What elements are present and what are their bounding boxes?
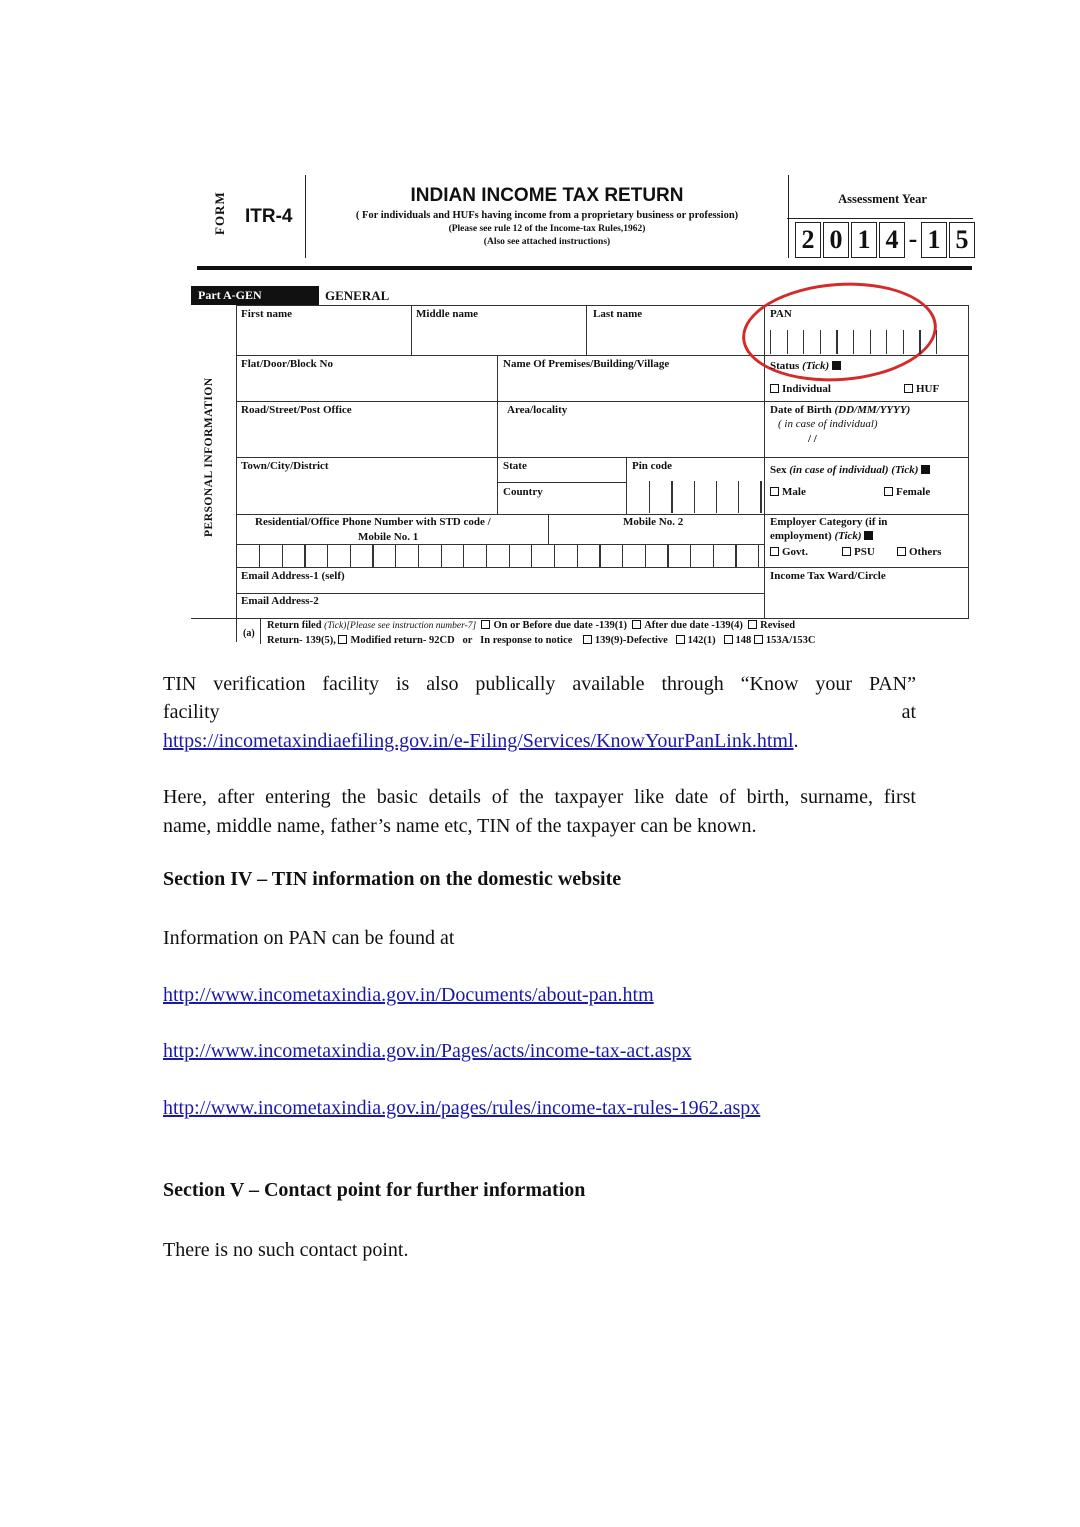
assessment-year-digits — [795, 222, 977, 260]
part-name: GENERAL — [325, 288, 390, 303]
dob-note: ( in case of individual) — [778, 418, 878, 430]
road-label: Road/Street/Post Office — [241, 404, 352, 416]
middle-name-label: Middle name — [416, 308, 479, 320]
income-tax-act-link[interactable]: http://www.incometaxindia.gov.in/Pages/acts/income-tax-act.aspx — [163, 1040, 692, 1062]
email2-label: Email Address-2 — [241, 595, 319, 607]
pin-digit-boxes — [649, 481, 783, 513]
ay-digit: 2 — [795, 222, 821, 258]
assessment-year-divider — [787, 218, 973, 219]
employer-label-2: employment) (Tick) — [770, 530, 876, 542]
ay-digit: 1 — [851, 222, 877, 258]
town-label: Town/City/District — [241, 460, 329, 472]
return-filed-row-1: Return filed (Tick)[Please see instruction number-7] On or Before due date -139(1) After due date -139(4) Revised — [267, 620, 796, 631]
employer-govt[interactable]: Govt. — [770, 546, 808, 558]
employer-label: Employer Category (if in — [770, 516, 888, 528]
section-5-heading: Section V – Contact point for further information — [163, 1179, 586, 1201]
tin-paragraph-line-3: https://incometaxindiaefiling.gov.in/e-Filing/Services/KnowYourPanLink.html. — [163, 730, 799, 752]
about-pan-link[interactable]: http://www.incometaxindia.gov.in/Documents/about-pan.htm — [163, 984, 654, 1006]
form-subtitle-2: (Please see rule 12 of the Income-tax Rules,1962) — [448, 224, 646, 234]
part-label: Part A-GEN — [191, 286, 319, 305]
ward-label: Income Tax Ward/Circle — [770, 570, 886, 582]
contact-text: There is no such contact point. — [163, 1239, 409, 1261]
income-tax-rules-link[interactable]: http://www.incometaxindia.gov.in/pages/rules/income-tax-rules-1962.aspx — [163, 1097, 761, 1119]
area-label: Area/locality — [507, 404, 568, 416]
employer-others[interactable]: Others — [897, 546, 941, 558]
phone-digit-boxes — [259, 545, 781, 567]
assessment-year-label: Assessment Year — [838, 192, 927, 206]
here-paragraph-line-2: name, middle name, father’s name etc, TIN of the taxpayer can be known. — [163, 815, 757, 837]
section-4-heading: Section IV – TIN information on the domestic website — [163, 868, 622, 890]
pan-digit-boxes — [770, 330, 953, 354]
status-individual[interactable]: Individual — [770, 383, 831, 395]
sex-label: Sex (in case of individual) (Tick) — [770, 464, 933, 476]
dob-label: Date of Birth (DD/MM/YYYY) — [770, 404, 911, 416]
premises-label: Name Of Premises/Building/Village — [503, 358, 670, 370]
header-rule — [197, 266, 972, 270]
state-label: State — [503, 460, 527, 472]
form-title: INDIAN INCOME TAX RETURN — [410, 185, 684, 206]
ay-digit: 5 — [949, 222, 975, 258]
personal-information-label: PERSONAL INFORMATION — [203, 377, 215, 538]
phone-label: Residential/Office Phone Number with STD code / — [255, 516, 491, 528]
country-label: Country — [503, 486, 543, 498]
pan-label: PAN — [770, 308, 792, 320]
ay-digit: 0 — [823, 222, 849, 258]
status-label: Status (Tick) — [770, 360, 844, 372]
pan-info-text: Information on PAN can be found at — [163, 927, 455, 949]
here-paragraph-line-1: Here, after entering the basic details of the taxpayer like date of birth, surname, first — [163, 786, 916, 808]
row-a-label: (a) — [243, 628, 255, 639]
tin-paragraph-line-1: TIN verification facility is also publically available through “Know your PAN” — [163, 673, 916, 695]
first-name-label: First name — [241, 308, 293, 320]
form-subtitle-3: (Also see attached instructions) — [483, 237, 611, 247]
sex-female[interactable]: Female — [884, 486, 930, 498]
ay-digit: 1 — [921, 222, 947, 258]
sex-male[interactable]: Male — [770, 486, 806, 498]
form-number: ITR-4 — [245, 206, 293, 227]
form-word: FORM — [212, 191, 227, 235]
ay-digit: 4 — [879, 222, 905, 258]
last-name-label: Last name — [593, 308, 643, 320]
employer-psu[interactable]: PSU — [842, 546, 875, 558]
mobile1-label: Mobile No. 1 — [358, 531, 419, 543]
act-link-row — [163, 1037, 916, 1066]
status-huf[interactable]: HUF — [904, 383, 939, 395]
rules-link-row — [163, 1094, 916, 1123]
return-filed-row-2: Return- 139(5), Modified return- 92CD or In response to notice 139(9)-Defective 142(1) 148 153A/153C — [267, 635, 816, 646]
tin-paragraph-line-2: facility at — [163, 701, 916, 723]
dob-slashes: / / — [808, 433, 817, 445]
pan-link-row — [163, 981, 916, 1010]
pin-label: Pin code — [632, 460, 673, 472]
form-subtitle-1: ( For individuals and HUFs having income from a proprietary business or profession) — [355, 210, 739, 221]
flat-label: Flat/Door/Block No — [241, 358, 333, 370]
email1-label: Email Address-1 (self) — [241, 570, 345, 582]
ay-dash: - — [908, 224, 918, 253]
mobile2-label: Mobile No. 2 — [623, 516, 684, 528]
know-your-pan-link[interactable]: https://incometaxindiaefiling.gov.in/e-Filing/Services/KnowYourPanLink.html — [163, 730, 794, 752]
